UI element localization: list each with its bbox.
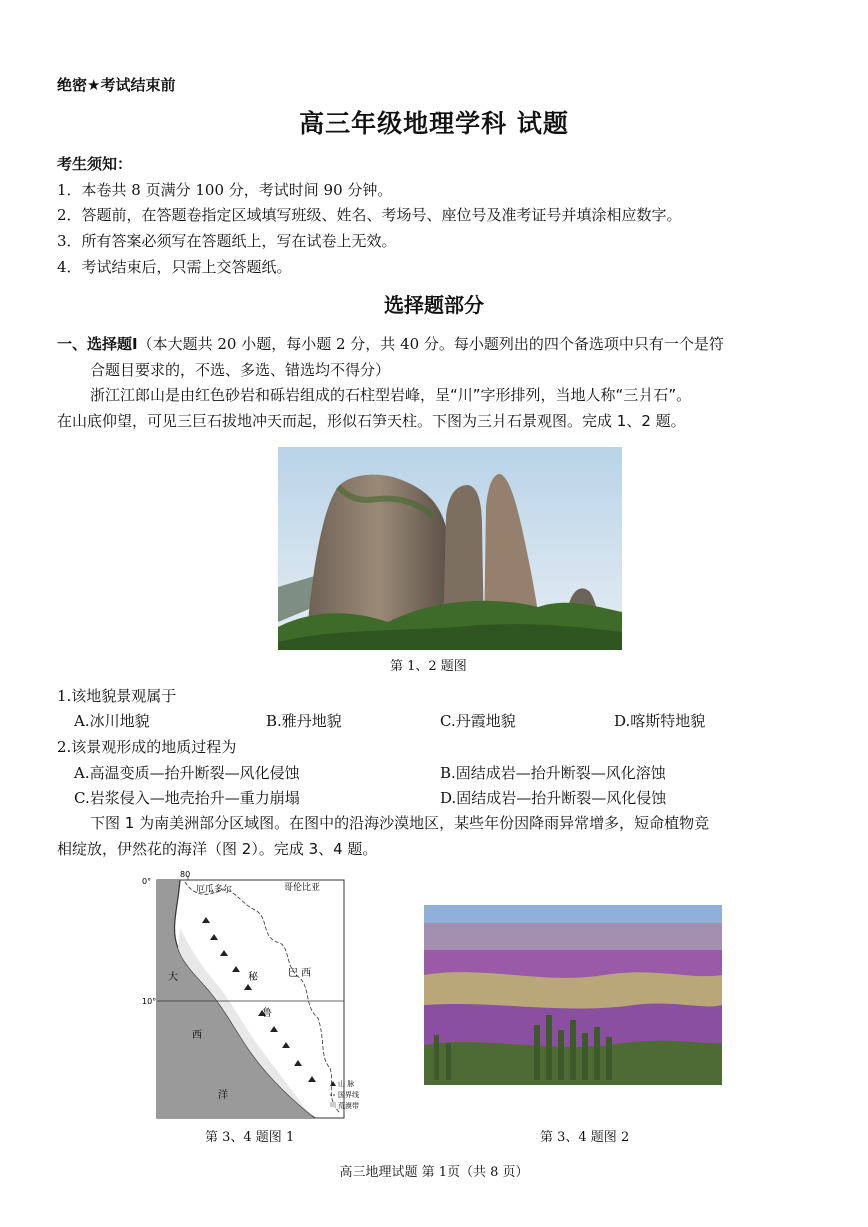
notice-item: 3．所有答案必须写在答题纸上，写在试卷上无效。 — [57, 232, 397, 250]
notice-item: 2．答题前，在答题卷指定区域填写班级、姓名、考场号、座位号及准考证号并填涂相应数字。 — [57, 206, 682, 224]
map-lon-label: 80 — [180, 870, 191, 879]
passage-line: 在山底仰望，可见三巨石拔地冲天而起，形似石笋天柱。下图为三爿石景观图。完成 1、2 题。 — [57, 412, 686, 430]
figure-caption: 第 1、2 题图 — [390, 659, 467, 674]
question-option: B.固结成岩—抬升断裂—风化溶蚀 — [440, 764, 666, 782]
map-lat-label: 10° — [142, 997, 157, 1006]
map-ocean-label: 洋 — [218, 1090, 228, 1101]
question-option: B.雅丹地貌 — [266, 712, 342, 730]
map-legend-item: 荒漠带 — [338, 1102, 359, 1110]
figure-caption: 第 3、4 题图 1 — [205, 1130, 295, 1145]
confidential-label: 绝密★考试结束前 — [57, 76, 176, 94]
desert-flowers-photo — [424, 905, 722, 1085]
map-legend-item: 山 脉 — [338, 1080, 355, 1088]
question-option: C.丹霞地貌 — [440, 712, 516, 730]
map-region-label: 秘 — [248, 972, 258, 983]
figure-caption: 第 3、4 题图 2 — [540, 1130, 630, 1145]
map-country-label: 巴 西 — [288, 968, 312, 979]
question-option: C.岩浆侵入—地壳抬升—重力崩塌 — [74, 789, 300, 807]
question-option: A.冰川地貌 — [74, 712, 150, 730]
notice-heading: 考生须知： — [57, 155, 133, 173]
sanpan-rock-photo — [278, 447, 622, 650]
question-option: A.高温变质—抬升断裂—风化侵蚀 — [74, 764, 300, 782]
south-america-map — [140, 868, 359, 1123]
passage-line: 相绽放，伊然花的海洋（图 2）。完成 3、4 题。 — [57, 840, 378, 858]
page-footer: 高三地理试题 第 1页（共 8 页） — [339, 1165, 529, 1180]
part-label: 一、选择题Ⅰ — [57, 335, 138, 353]
map-country-label: 厄瓜多尔 — [196, 885, 233, 895]
part-description: （本大题共 20 小题，每小题 2 分，共 40 分。每小题列出的四个备选项中只有一个是符 — [137, 335, 724, 353]
section-title: 选择题部分 — [384, 293, 484, 317]
passage-line: 浙江江郎山是由红色砂岩和砾岩组成的石柱型岩峰，呈“川”字形排列，当地人称“三爿石”。 — [90, 386, 692, 404]
question-option: D.喀斯特地貌 — [614, 712, 706, 730]
notice-item: 4．考试结束后，只需上交答题纸。 — [57, 258, 292, 276]
map-legend-item: 国界线 — [338, 1091, 359, 1099]
passage-line: 下图 1 为南美洲部分区域图。在图中的沿海沙漠地区，某些年份因降雨异常增多，短命植物竞 — [90, 814, 710, 832]
question-stem: 2.该景观形成的地质过程为 — [57, 738, 237, 756]
map-ocean-label: 西 — [192, 1030, 202, 1041]
map-ocean-label: 大 — [168, 972, 178, 983]
map-lat-label: 0° — [142, 877, 152, 886]
map-country-label: 哥伦比亚 — [284, 883, 321, 893]
question-option: D.固结成岩—抬升断裂—风化侵蚀 — [440, 789, 667, 807]
part-heading — [57, 333, 724, 354]
page-title: 高三年级地理学科 试题 — [299, 109, 569, 138]
map-region-label: 鲁 — [262, 1008, 272, 1019]
question-stem: 1.该地貌景观属于 — [57, 687, 177, 705]
part-description-cont: 合题目要求的，不选、多选、错选均不得分） — [90, 361, 391, 379]
notice-item: 1．本卷共 8 页满分 100 分，考试时间 90 分钟。 — [57, 181, 393, 199]
